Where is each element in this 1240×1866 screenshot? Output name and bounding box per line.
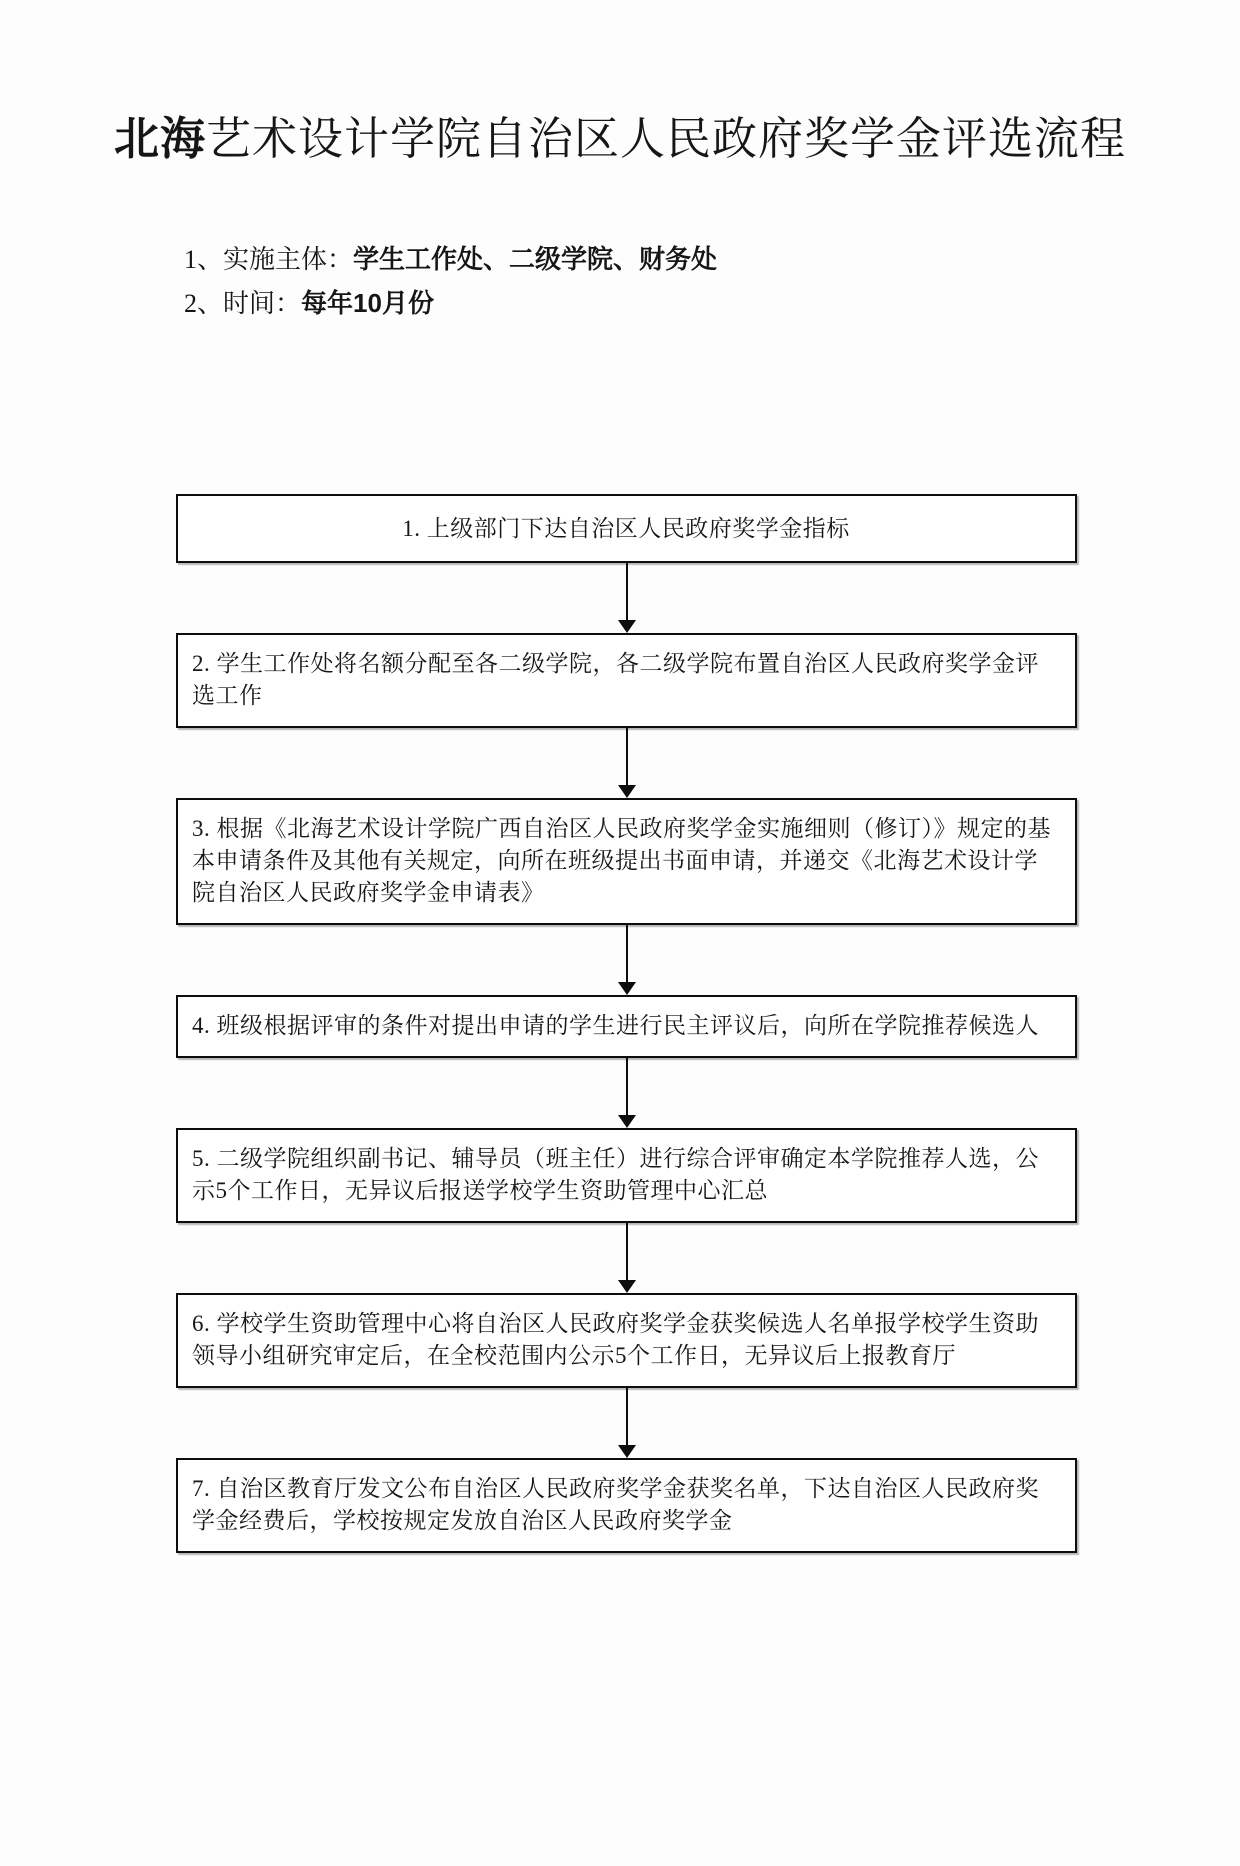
flow-step-text: 1. 上级部门下达自治区人民政府奖学金指标 xyxy=(402,516,850,541)
flow-step-7 xyxy=(176,1458,1077,1553)
down-arrow-icon xyxy=(618,563,636,633)
page-title xyxy=(0,112,1240,166)
meta-item-number: 1、 xyxy=(184,245,224,274)
document-page xyxy=(0,112,1240,1866)
down-arrow-icon xyxy=(618,728,636,798)
flow-step-6 xyxy=(176,1293,1077,1388)
meta-item-implementing-body xyxy=(184,242,1240,277)
meta-item-label: 时间： xyxy=(223,289,302,318)
down-arrow-icon xyxy=(618,1223,636,1293)
arrow-line xyxy=(626,925,628,982)
flow-step-3 xyxy=(176,798,1077,925)
title-emphasis: 北海 xyxy=(113,113,206,164)
flow-step-5 xyxy=(176,1128,1077,1223)
flow-step-text: 7. 自治区教育厅发文公布自治区人民政府奖学金获奖名单，下达自治区人民政府奖学金经费后，学校按规定发放自治区人民政府奖学金 xyxy=(192,1476,1039,1533)
meta-item-value: 学生工作处、二级学院、财务处 xyxy=(353,244,718,274)
meta-item-value: 每年10月份 xyxy=(301,288,434,318)
meta-item-time xyxy=(184,286,1240,321)
flowchart xyxy=(176,494,1077,1553)
arrow-head xyxy=(618,620,636,633)
arrow-line xyxy=(626,728,628,785)
meta-item-label: 实施主体： xyxy=(223,245,354,274)
meta-list xyxy=(184,242,1240,321)
flow-step-text: 4. 班级根据评审的条件对提出申请的学生进行民主评议后，向所在学院推荐候选人 xyxy=(192,1013,1039,1038)
title-rest: 艺术设计学院自治区人民政府奖学金评选流程 xyxy=(206,113,1127,164)
flow-step-4 xyxy=(176,995,1077,1058)
arrow-line xyxy=(626,1223,628,1280)
flow-step-text: 3. 根据《北海艺术设计学院广西自治区人民政府奖学金实施细则（修订）》规定的基本申请条件及其他有关规定，向所在班级提出书面申请，并递交《北海艺术设计学院自治区人民政府奖学金申请表》 xyxy=(192,816,1051,905)
down-arrow-icon xyxy=(618,1058,636,1128)
arrow-head xyxy=(618,1115,636,1128)
arrow-head xyxy=(618,982,636,995)
meta-item-number: 2、 xyxy=(184,289,224,318)
arrow-head xyxy=(618,785,636,798)
flow-step-2 xyxy=(176,633,1077,728)
flow-step-text: 2. 学生工作处将名额分配至各二级学院，各二级学院布置自治区人民政府奖学金评选工作 xyxy=(192,651,1039,708)
flow-step-text: 6. 学校学生资助管理中心将自治区人民政府奖学金获奖候选人名单报学校学生资助领导小组研究审定后，在全校范围内公示5个工作日，无异议后上报教育厅 xyxy=(192,1311,1039,1368)
arrow-head xyxy=(618,1280,636,1293)
arrow-line xyxy=(626,1058,628,1115)
arrow-head xyxy=(618,1445,636,1458)
down-arrow-icon xyxy=(618,1388,636,1458)
arrow-line xyxy=(626,563,628,620)
arrow-line xyxy=(626,1388,628,1445)
flow-step-text: 5. 二级学院组织副书记、辅导员（班主任）进行综合评审确定本学院推荐人选，公示5个工作日，无异议后报送学校学生资助管理中心汇总 xyxy=(192,1146,1039,1203)
down-arrow-icon xyxy=(618,925,636,995)
flow-step-1 xyxy=(176,494,1077,563)
